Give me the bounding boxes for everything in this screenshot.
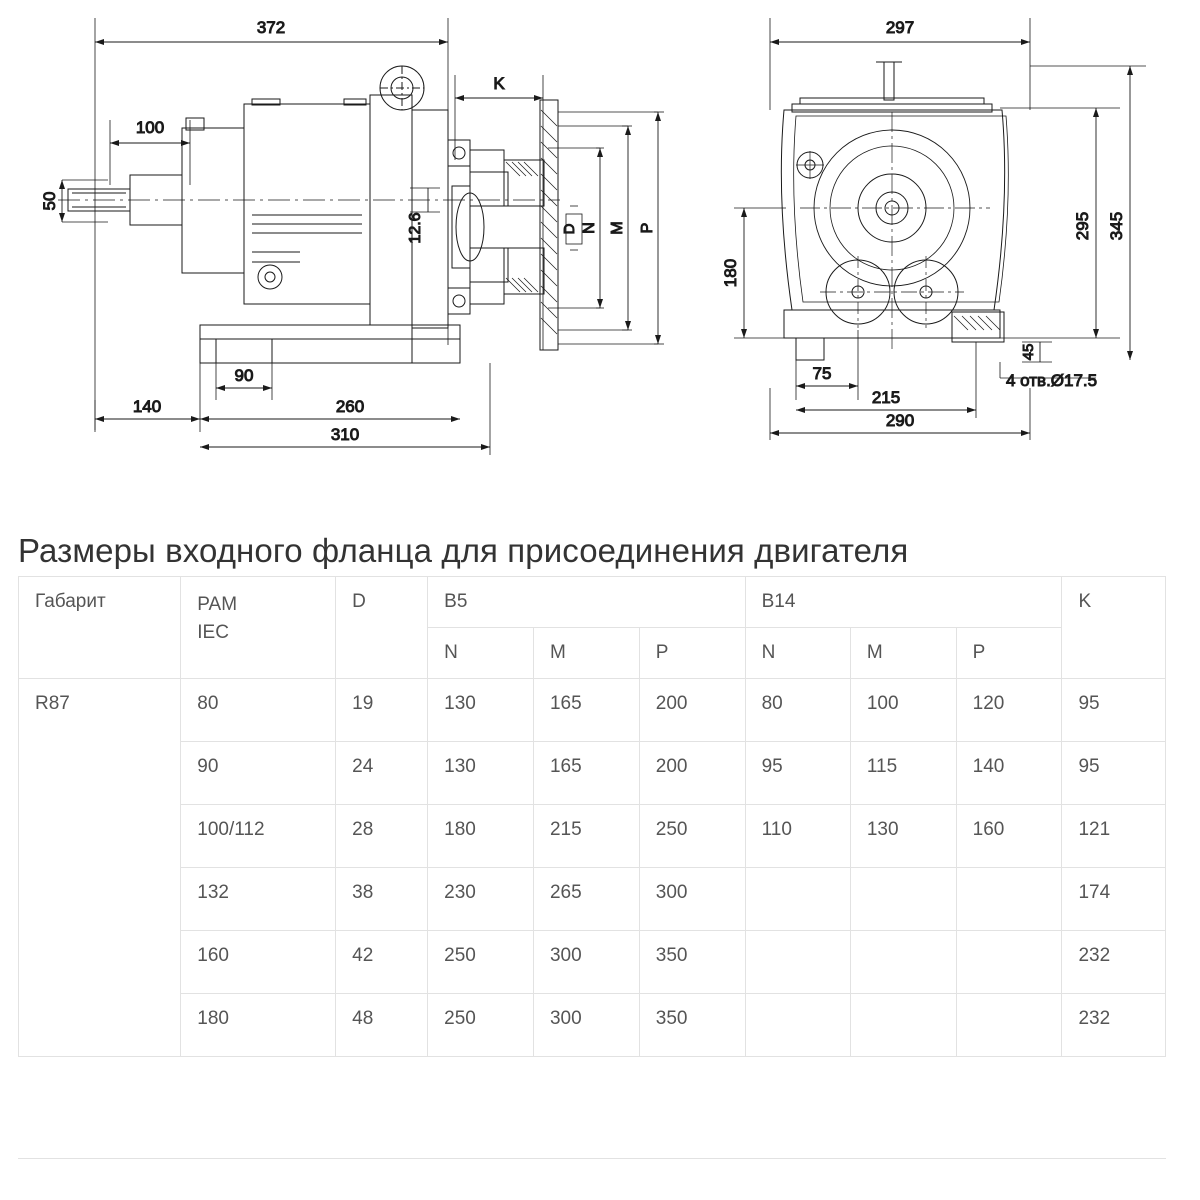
cell-pam: 180 [181,994,336,1057]
cell-b14-n [745,868,850,931]
table-row [19,742,1166,805]
cell-b14-p: 140 [956,742,1062,805]
table-row [19,994,1166,1057]
cell-b14-p [956,868,1062,931]
svg-text:45: 45 [1020,343,1037,361]
cell-d: 28 [336,805,428,868]
cell-b5-m: 300 [533,994,639,1057]
cell-d: 19 [336,679,428,742]
flange-dimensions-table-wrapper [18,576,1166,1057]
cell-b14-n [745,931,850,994]
cell-k: 232 [1062,931,1166,994]
cell-b5-p: 250 [639,805,745,868]
cell-b5-p: 300 [639,868,745,931]
cell-b14-m [850,868,956,931]
footer-divider [18,1158,1166,1159]
svg-text:290: 290 [885,411,915,430]
svg-text:295: 295 [1073,211,1092,241]
svg-text:372: 372 [256,18,286,37]
cell-k: 232 [1062,994,1166,1057]
header-b14: B14 [745,577,1062,628]
page-title: Размеры входного фланца для присоединения двигателя [18,532,909,570]
cell-b14-m: 130 [850,805,956,868]
flange-dimensions-table [18,576,1166,1057]
header-k: K [1062,577,1166,679]
cell-b5-n: 130 [428,742,534,805]
cell-b5-n: 250 [428,931,534,994]
table-row [19,931,1166,994]
cell-b5-m: 265 [533,868,639,931]
svg-text:100: 100 [135,118,165,137]
cell-pam: 132 [181,868,336,931]
cell-d: 24 [336,742,428,805]
cell-b5-p: 200 [639,679,745,742]
cell-b14-p [956,931,1062,994]
cell-k: 95 [1062,679,1166,742]
cell-pam: 160 [181,931,336,994]
cell-b5-n: 250 [428,994,534,1057]
cell-k: 95 [1062,742,1166,805]
front-elevation-gearbox-drawing [700,0,1200,485]
svg-text:180: 180 [721,258,740,288]
header-gabarit: Габарит [19,577,181,679]
svg-text:P: P [639,222,656,234]
footer-left-text [18,1172,418,1198]
side-elevation-gearbox-drawing [0,0,720,485]
svg-text:90: 90 [234,366,254,385]
cell-gabarit: R87 [19,679,181,1057]
cell-pam: 90 [181,742,336,805]
table-row [19,868,1166,931]
cell-b5-n: 180 [428,805,534,868]
cell-b14-n [745,994,850,1057]
cell-b14-p: 120 [956,679,1062,742]
cell-b14-p: 160 [956,805,1062,868]
svg-text:50: 50 [40,191,59,211]
svg-text:D: D [561,223,578,235]
cell-b5-m: 300 [533,931,639,994]
cell-b14-p [956,994,1062,1057]
cell-b14-n: 80 [745,679,850,742]
cell-b14-m [850,994,956,1057]
cell-b5-n: 230 [428,868,534,931]
header-b14-m: M [850,628,956,679]
cell-d: 48 [336,994,428,1057]
header-b5-m: M [533,628,639,679]
cell-b14-m [850,931,956,994]
cell-pam: 80 [181,679,336,742]
cell-b5-p: 200 [639,742,745,805]
table-header-row [19,577,1166,628]
header-b14-p: P [956,628,1062,679]
cell-b5-p: 350 [639,931,745,994]
header-b5-n: N [428,628,534,679]
table-row [19,805,1166,868]
svg-text:75: 75 [812,364,832,383]
cell-b5-m: 165 [533,742,639,805]
cell-b14-m: 100 [850,679,956,742]
svg-text:260: 260 [335,397,365,416]
cell-b14-m: 115 [850,742,956,805]
cell-b5-p: 350 [639,994,745,1057]
svg-text:310: 310 [330,425,360,444]
svg-text:345: 345 [1107,211,1126,241]
cell-b14-n: 95 [745,742,850,805]
header-pam: PAM [197,594,238,615]
svg-text:K: K [493,74,505,93]
header-iec: IEC [197,621,229,643]
svg-text:140: 140 [132,397,162,416]
header-b14-n: N [745,628,850,679]
header-d: D [336,577,428,679]
header-b5-p: P [639,628,745,679]
svg-text:12.6: 12.6 [407,212,424,244]
cell-k: 121 [1062,805,1166,868]
cell-k: 174 [1062,868,1166,931]
svg-text:297: 297 [885,18,915,37]
header-pam-iec [181,577,336,679]
svg-text:4 отв.Ø17.5: 4 отв.Ø17.5 [1006,371,1098,390]
cell-b5-m: 215 [533,805,639,868]
technical-drawings-area [0,0,1200,485]
table-row [19,679,1166,742]
cell-pam: 100/112 [181,805,336,868]
cell-b5-n: 130 [428,679,534,742]
svg-text:215: 215 [871,388,901,407]
cell-b5-m: 165 [533,679,639,742]
header-b5: B5 [428,577,745,628]
svg-text:M: M [609,221,626,235]
cell-d: 42 [336,931,428,994]
cell-d: 38 [336,868,428,931]
cell-b14-n: 110 [745,805,850,868]
svg-text:N: N [581,222,598,234]
